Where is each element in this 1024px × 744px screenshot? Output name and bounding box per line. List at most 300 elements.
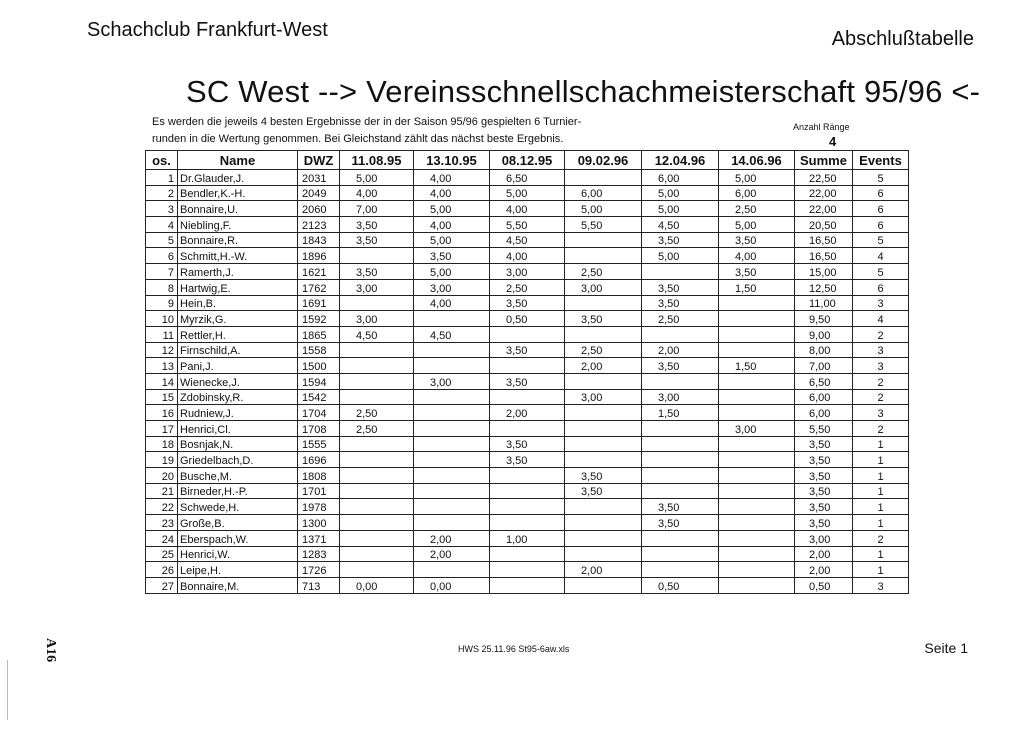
cell-round-3: 3,00 bbox=[490, 264, 565, 280]
cell-events: 1 bbox=[853, 562, 909, 578]
cell-round-6 bbox=[719, 452, 795, 468]
table-row bbox=[146, 279, 909, 295]
table-row bbox=[146, 483, 909, 499]
col-header-round-2: 13.10.95 bbox=[414, 151, 490, 170]
cell-round-5: 5,00 bbox=[642, 185, 719, 201]
cell-round-6 bbox=[719, 436, 795, 452]
cell-round-4 bbox=[565, 577, 642, 593]
cell-round-1 bbox=[340, 530, 414, 546]
cell-round-3 bbox=[490, 389, 565, 405]
cell-sum: 6,00 bbox=[795, 389, 853, 405]
col-header-events: Events bbox=[853, 151, 909, 170]
cell-round-2 bbox=[414, 436, 490, 452]
cell-round-4: 3,50 bbox=[565, 483, 642, 499]
table-row bbox=[146, 326, 909, 342]
cell-name: Große,B. bbox=[178, 515, 298, 531]
table-row bbox=[146, 546, 909, 562]
cell-name: Griedelbach,D. bbox=[178, 452, 298, 468]
cell-round-5 bbox=[642, 483, 719, 499]
cell-round-1: 3,00 bbox=[340, 279, 414, 295]
table-header-row bbox=[146, 151, 909, 170]
cell-events: 4 bbox=[853, 311, 909, 327]
cell-pos: 16 bbox=[146, 405, 178, 421]
cell-round-3 bbox=[490, 326, 565, 342]
table-row bbox=[146, 405, 909, 421]
cell-name: Busche,M. bbox=[178, 468, 298, 484]
table-row bbox=[146, 342, 909, 358]
cell-round-1 bbox=[340, 436, 414, 452]
cell-round-3: 0,50 bbox=[490, 311, 565, 327]
cell-name: Leipe,H. bbox=[178, 562, 298, 578]
cell-sum: 3,50 bbox=[795, 468, 853, 484]
file-footer: HWS 25.11.96 St95-6aw.xls bbox=[458, 644, 570, 654]
cell-round-2: 5,00 bbox=[414, 232, 490, 248]
cell-sum: 9,00 bbox=[795, 326, 853, 342]
table-row bbox=[146, 499, 909, 515]
cell-pos: 2 bbox=[146, 185, 178, 201]
cell-round-4 bbox=[565, 326, 642, 342]
cell-name: Ramerth,J. bbox=[178, 264, 298, 280]
cell-events: 3 bbox=[853, 577, 909, 593]
cell-round-5: 2,00 bbox=[642, 342, 719, 358]
cell-sum: 6,00 bbox=[795, 405, 853, 421]
cell-sum: 9,50 bbox=[795, 311, 853, 327]
cell-sum: 3,50 bbox=[795, 515, 853, 531]
cell-round-6 bbox=[719, 373, 795, 389]
cell-round-2: 3,50 bbox=[414, 248, 490, 264]
cell-round-3 bbox=[490, 562, 565, 578]
table-row bbox=[146, 170, 909, 186]
cell-round-2 bbox=[414, 405, 490, 421]
cell-round-1: 5,00 bbox=[340, 170, 414, 186]
cell-round-6: 1,50 bbox=[719, 279, 795, 295]
cell-name: Eberspach,W. bbox=[178, 530, 298, 546]
cell-name: Bonnaire,U. bbox=[178, 201, 298, 217]
cell-dwz: 1592 bbox=[298, 311, 340, 327]
cell-dwz: 1558 bbox=[298, 342, 340, 358]
cell-round-2: 5,00 bbox=[414, 201, 490, 217]
cell-events: 6 bbox=[853, 201, 909, 217]
cell-round-3: 4,00 bbox=[490, 248, 565, 264]
cell-round-6 bbox=[719, 515, 795, 531]
cell-events: 6 bbox=[853, 185, 909, 201]
cell-pos: 22 bbox=[146, 499, 178, 515]
cell-events: 1 bbox=[853, 452, 909, 468]
cell-events: 5 bbox=[853, 170, 909, 186]
cell-dwz: 1843 bbox=[298, 232, 340, 248]
cell-dwz: 713 bbox=[298, 577, 340, 593]
cell-round-4: 2,00 bbox=[565, 562, 642, 578]
cell-dwz: 1865 bbox=[298, 326, 340, 342]
cell-name: Bendler,K.-H. bbox=[178, 185, 298, 201]
cell-dwz: 1500 bbox=[298, 358, 340, 374]
cell-round-6: 3,50 bbox=[719, 232, 795, 248]
cell-round-3 bbox=[490, 468, 565, 484]
cell-name: Hein,B. bbox=[178, 295, 298, 311]
cell-round-6 bbox=[719, 562, 795, 578]
cell-round-6: 6,00 bbox=[719, 185, 795, 201]
cell-dwz: 2049 bbox=[298, 185, 340, 201]
cell-round-3 bbox=[490, 483, 565, 499]
cell-events: 6 bbox=[853, 217, 909, 233]
cell-round-2: 4,00 bbox=[414, 295, 490, 311]
cell-dwz: 1555 bbox=[298, 436, 340, 452]
cell-round-1: 4,50 bbox=[340, 326, 414, 342]
cell-round-6: 3,00 bbox=[719, 421, 795, 437]
cell-round-4: 3,50 bbox=[565, 311, 642, 327]
cell-events: 2 bbox=[853, 373, 909, 389]
cell-sum: 22,00 bbox=[795, 185, 853, 201]
cell-dwz: 1704 bbox=[298, 405, 340, 421]
cell-round-3 bbox=[490, 421, 565, 437]
cell-events: 3 bbox=[853, 358, 909, 374]
cell-round-2 bbox=[414, 358, 490, 374]
cell-dwz: 1701 bbox=[298, 483, 340, 499]
cell-events: 4 bbox=[853, 248, 909, 264]
cell-sum: 8,00 bbox=[795, 342, 853, 358]
cell-dwz: 1726 bbox=[298, 562, 340, 578]
cell-round-4: 5,50 bbox=[565, 217, 642, 233]
cell-round-6 bbox=[719, 311, 795, 327]
cell-events: 6 bbox=[853, 279, 909, 295]
cell-round-5 bbox=[642, 421, 719, 437]
cell-round-3: 3,50 bbox=[490, 373, 565, 389]
document-type: Abschlußtabelle bbox=[831, 28, 974, 50]
table-row bbox=[146, 421, 909, 437]
cell-sum: 22,50 bbox=[795, 170, 853, 186]
cell-name: Pani,J. bbox=[178, 358, 298, 374]
cell-round-5 bbox=[642, 264, 719, 280]
cell-round-1: 0,00 bbox=[340, 577, 414, 593]
cell-round-1: 7,00 bbox=[340, 201, 414, 217]
table-row bbox=[146, 232, 909, 248]
cell-round-5 bbox=[642, 562, 719, 578]
cell-round-2 bbox=[414, 562, 490, 578]
cell-name: Firnschild,A. bbox=[178, 342, 298, 358]
cell-sum: 16,50 bbox=[795, 232, 853, 248]
cell-round-6 bbox=[719, 342, 795, 358]
cell-round-3: 3,50 bbox=[490, 436, 565, 452]
rules-note-line-2: runden in die Wertung genommen. Bei Gleichstand zählt das nächst beste Ergebnis. bbox=[152, 133, 564, 145]
cell-name: Bonnaire,R. bbox=[178, 232, 298, 248]
cell-round-1 bbox=[340, 373, 414, 389]
cell-round-5: 4,50 bbox=[642, 217, 719, 233]
cell-round-5: 3,50 bbox=[642, 499, 719, 515]
cell-round-3: 3,50 bbox=[490, 295, 565, 311]
cell-events: 3 bbox=[853, 405, 909, 421]
cell-round-2: 4,00 bbox=[414, 185, 490, 201]
cell-events: 1 bbox=[853, 499, 909, 515]
table-row bbox=[146, 264, 909, 280]
table-row bbox=[146, 201, 909, 217]
table-row bbox=[146, 515, 909, 531]
rules-note-line-1: Es werden die jeweils 4 besten Ergebnisse der in der Saison 95/96 gespielten 6 Turnier- bbox=[152, 116, 582, 128]
table-row bbox=[146, 452, 909, 468]
table-row bbox=[146, 217, 909, 233]
cell-round-4: 3,50 bbox=[565, 468, 642, 484]
cell-name: Zdobinsky,R. bbox=[178, 389, 298, 405]
cell-round-1: 3,50 bbox=[340, 232, 414, 248]
cell-pos: 7 bbox=[146, 264, 178, 280]
cell-pos: 23 bbox=[146, 515, 178, 531]
cell-sum: 7,00 bbox=[795, 358, 853, 374]
cell-round-3 bbox=[490, 499, 565, 515]
cell-pos: 24 bbox=[146, 530, 178, 546]
table-row bbox=[146, 311, 909, 327]
cell-name: Schwede,H. bbox=[178, 499, 298, 515]
cell-name: Wienecke,J. bbox=[178, 373, 298, 389]
cell-round-5: 3,50 bbox=[642, 279, 719, 295]
cell-round-2 bbox=[414, 468, 490, 484]
cell-round-5 bbox=[642, 326, 719, 342]
cell-pos: 26 bbox=[146, 562, 178, 578]
cell-events: 2 bbox=[853, 421, 909, 437]
cell-dwz: 1978 bbox=[298, 499, 340, 515]
cell-pos: 9 bbox=[146, 295, 178, 311]
cell-round-3: 4,50 bbox=[490, 232, 565, 248]
cell-name: Dr.Glauder,J. bbox=[178, 170, 298, 186]
cell-round-3 bbox=[490, 515, 565, 531]
cell-round-5 bbox=[642, 452, 719, 468]
cell-round-2 bbox=[414, 452, 490, 468]
cell-round-4 bbox=[565, 373, 642, 389]
table-row bbox=[146, 295, 909, 311]
cell-round-1: 3,00 bbox=[340, 311, 414, 327]
cell-round-2 bbox=[414, 515, 490, 531]
results-table bbox=[145, 150, 909, 594]
cell-sum: 5,50 bbox=[795, 421, 853, 437]
cell-round-3: 4,00 bbox=[490, 201, 565, 217]
table-row bbox=[146, 577, 909, 593]
cell-round-1 bbox=[340, 248, 414, 264]
club-name: Schachclub Frankfurt-West bbox=[87, 19, 328, 41]
cell-events: 2 bbox=[853, 326, 909, 342]
cell-name: Myrzik,G. bbox=[178, 311, 298, 327]
col-header-dwz: DWZ bbox=[298, 151, 340, 170]
cell-round-6 bbox=[719, 389, 795, 405]
cell-round-4 bbox=[565, 248, 642, 264]
col-header-round-1: 11.08.95 bbox=[340, 151, 414, 170]
cell-round-5: 5,00 bbox=[642, 201, 719, 217]
cell-round-4 bbox=[565, 232, 642, 248]
cell-round-5: 3,50 bbox=[642, 232, 719, 248]
cell-round-1 bbox=[340, 515, 414, 531]
table-row bbox=[146, 248, 909, 264]
cell-events: 1 bbox=[853, 515, 909, 531]
cell-round-6 bbox=[719, 577, 795, 593]
ranks-count-label: Anzahl Ränge bbox=[793, 122, 850, 132]
cell-round-4 bbox=[565, 515, 642, 531]
cell-events: 3 bbox=[853, 342, 909, 358]
cell-round-4 bbox=[565, 530, 642, 546]
cell-round-5: 3,00 bbox=[642, 389, 719, 405]
cell-round-1: 2,50 bbox=[340, 421, 414, 437]
cell-sum: 3,50 bbox=[795, 436, 853, 452]
table-row bbox=[146, 358, 909, 374]
cell-round-2: 3,00 bbox=[414, 279, 490, 295]
cell-round-1: 3,50 bbox=[340, 264, 414, 280]
cell-dwz: 1542 bbox=[298, 389, 340, 405]
cell-round-5: 3,50 bbox=[642, 358, 719, 374]
table-row bbox=[146, 185, 909, 201]
cell-sum: 20,50 bbox=[795, 217, 853, 233]
cell-sum: 0,50 bbox=[795, 577, 853, 593]
cell-round-4 bbox=[565, 499, 642, 515]
cell-round-1 bbox=[340, 483, 414, 499]
cell-round-6 bbox=[719, 546, 795, 562]
col-header-round-6: 14.06.96 bbox=[719, 151, 795, 170]
cell-pos: 20 bbox=[146, 468, 178, 484]
cell-pos: 5 bbox=[146, 232, 178, 248]
cell-round-6 bbox=[719, 405, 795, 421]
cell-round-3: 5,00 bbox=[490, 185, 565, 201]
cell-round-3 bbox=[490, 577, 565, 593]
cell-sum: 3,50 bbox=[795, 483, 853, 499]
cell-pos: 18 bbox=[146, 436, 178, 452]
cell-round-4: 2,50 bbox=[565, 342, 642, 358]
cell-round-1 bbox=[340, 389, 414, 405]
cell-round-2: 2,00 bbox=[414, 546, 490, 562]
cell-events: 5 bbox=[853, 232, 909, 248]
cell-dwz: 2060 bbox=[298, 201, 340, 217]
cell-sum: 2,00 bbox=[795, 562, 853, 578]
cell-pos: 19 bbox=[146, 452, 178, 468]
cell-round-5: 0,50 bbox=[642, 577, 719, 593]
cell-round-4 bbox=[565, 405, 642, 421]
cell-events: 2 bbox=[853, 389, 909, 405]
cell-round-3 bbox=[490, 546, 565, 562]
cell-round-4: 6,00 bbox=[565, 185, 642, 201]
cell-round-4 bbox=[565, 452, 642, 468]
cell-round-1 bbox=[340, 562, 414, 578]
margin-line bbox=[7, 660, 8, 720]
cell-sum: 3,50 bbox=[795, 499, 853, 515]
cell-pos: 25 bbox=[146, 546, 178, 562]
cell-dwz: 2123 bbox=[298, 217, 340, 233]
cell-dwz: 1896 bbox=[298, 248, 340, 264]
table-row bbox=[146, 389, 909, 405]
cell-dwz: 1708 bbox=[298, 421, 340, 437]
cell-round-6 bbox=[719, 468, 795, 484]
cell-sum: 3,00 bbox=[795, 530, 853, 546]
ranks-count-value: 4 bbox=[829, 134, 837, 149]
cell-name: Bonnaire,M. bbox=[178, 577, 298, 593]
cell-round-2: 4,00 bbox=[414, 170, 490, 186]
col-header-round-4: 09.02.96 bbox=[565, 151, 642, 170]
cell-round-1: 2,50 bbox=[340, 405, 414, 421]
cell-round-1 bbox=[340, 295, 414, 311]
cell-events: 3 bbox=[853, 295, 909, 311]
page-title: SC West --> Vereinsschnellschachmeisterschaft 95/96 <- bbox=[186, 74, 981, 109]
cell-dwz: 1762 bbox=[298, 279, 340, 295]
cell-dwz: 1300 bbox=[298, 515, 340, 531]
cell-round-5 bbox=[642, 546, 719, 562]
col-header-round-5: 12.04.96 bbox=[642, 151, 719, 170]
cell-events: 2 bbox=[853, 530, 909, 546]
col-header-sum: Summe bbox=[795, 151, 853, 170]
cell-round-4: 5,00 bbox=[565, 201, 642, 217]
cell-dwz: 1371 bbox=[298, 530, 340, 546]
cell-round-2 bbox=[414, 499, 490, 515]
cell-round-6 bbox=[719, 530, 795, 546]
cell-round-6 bbox=[719, 499, 795, 515]
cell-round-6 bbox=[719, 483, 795, 499]
cell-round-5 bbox=[642, 468, 719, 484]
margin-stamp: A16 bbox=[43, 638, 58, 663]
cell-round-1 bbox=[340, 342, 414, 358]
cell-sum: 2,00 bbox=[795, 546, 853, 562]
table-row bbox=[146, 530, 909, 546]
cell-round-2: 4,50 bbox=[414, 326, 490, 342]
table-row bbox=[146, 373, 909, 389]
cell-round-3: 2,00 bbox=[490, 405, 565, 421]
cell-round-4 bbox=[565, 546, 642, 562]
cell-round-2 bbox=[414, 421, 490, 437]
cell-pos: 13 bbox=[146, 358, 178, 374]
cell-round-3: 2,50 bbox=[490, 279, 565, 295]
cell-pos: 3 bbox=[146, 201, 178, 217]
cell-round-4 bbox=[565, 170, 642, 186]
cell-sum: 16,50 bbox=[795, 248, 853, 264]
cell-round-2 bbox=[414, 311, 490, 327]
cell-round-4 bbox=[565, 421, 642, 437]
cell-events: 1 bbox=[853, 436, 909, 452]
cell-round-6 bbox=[719, 326, 795, 342]
col-header-round-3: 08.12.95 bbox=[490, 151, 565, 170]
cell-sum: 22,00 bbox=[795, 201, 853, 217]
cell-sum: 11,00 bbox=[795, 295, 853, 311]
cell-name: Rudniew,J. bbox=[178, 405, 298, 421]
cell-dwz: 1808 bbox=[298, 468, 340, 484]
cell-round-1 bbox=[340, 499, 414, 515]
cell-name: Henrici,W. bbox=[178, 546, 298, 562]
cell-round-1: 3,50 bbox=[340, 217, 414, 233]
cell-round-4: 2,00 bbox=[565, 358, 642, 374]
cell-round-1 bbox=[340, 468, 414, 484]
cell-round-5: 6,00 bbox=[642, 170, 719, 186]
cell-round-2 bbox=[414, 389, 490, 405]
cell-round-3 bbox=[490, 358, 565, 374]
cell-round-6: 5,00 bbox=[719, 217, 795, 233]
cell-round-2: 0,00 bbox=[414, 577, 490, 593]
cell-round-3: 6,50 bbox=[490, 170, 565, 186]
cell-name: Henrici,Cl. bbox=[178, 421, 298, 437]
cell-name: Schmitt,H.-W. bbox=[178, 248, 298, 264]
cell-dwz: 1594 bbox=[298, 373, 340, 389]
cell-round-2 bbox=[414, 483, 490, 499]
cell-round-6: 3,50 bbox=[719, 264, 795, 280]
cell-round-6: 5,00 bbox=[719, 170, 795, 186]
cell-pos: 27 bbox=[146, 577, 178, 593]
table-row bbox=[146, 562, 909, 578]
cell-name: Bosnjak,N. bbox=[178, 436, 298, 452]
cell-pos: 14 bbox=[146, 373, 178, 389]
cell-round-2 bbox=[414, 342, 490, 358]
table-row bbox=[146, 468, 909, 484]
cell-round-4: 2,50 bbox=[565, 264, 642, 280]
cell-round-2: 2,00 bbox=[414, 530, 490, 546]
page-number: Seite 1 bbox=[924, 640, 968, 656]
cell-sum: 3,50 bbox=[795, 452, 853, 468]
cell-round-1 bbox=[340, 546, 414, 562]
cell-round-5 bbox=[642, 436, 719, 452]
cell-events: 1 bbox=[853, 546, 909, 562]
col-header-name: Name bbox=[178, 151, 298, 170]
cell-dwz: 1696 bbox=[298, 452, 340, 468]
cell-name: Hartwig,E. bbox=[178, 279, 298, 295]
cell-pos: 6 bbox=[146, 248, 178, 264]
cell-round-5: 2,50 bbox=[642, 311, 719, 327]
